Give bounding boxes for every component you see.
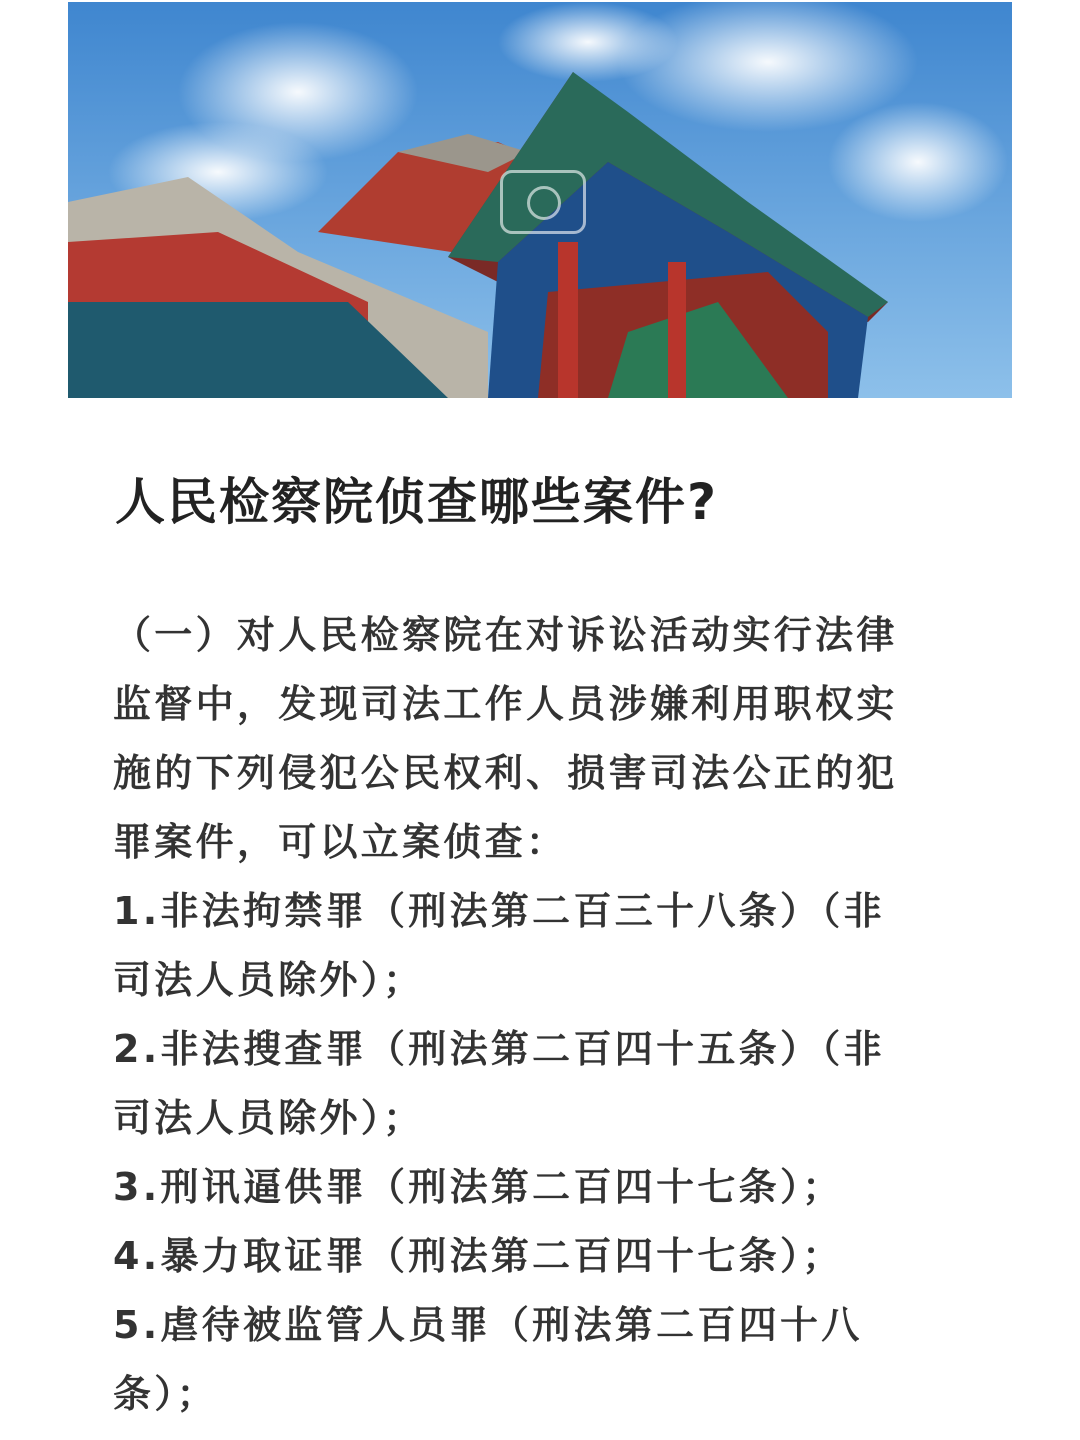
text-line: （一）对人民检察院在对诉讼活动实行法律	[113, 613, 898, 657]
text-line: 司法人员除外）；	[113, 1096, 425, 1140]
text-line: 1.非法拘禁罪（刑法第二百三十八条）（非	[113, 889, 885, 933]
camera-watermark-icon	[500, 170, 586, 234]
list-item	[113, 1020, 993, 1158]
text-line: 2.非法搜查罪（刑法第二百四十五条）（非	[113, 1027, 885, 1071]
list-item	[113, 1296, 993, 1434]
text-line: 监督中，发现司法工作人员涉嫌利用职权实	[113, 682, 898, 726]
header-photo	[68, 2, 1012, 398]
article-body	[113, 606, 993, 1434]
list-item	[113, 1227, 993, 1296]
text-line: 3.刑讯逼供罪（刑法第二百四十七条）；	[113, 1165, 844, 1209]
text-line: 施的下列侵犯公民权利、损害司法公正的犯	[113, 751, 898, 795]
text-line: 5.虐待被监管人员罪（刑法第二百四十八	[113, 1303, 863, 1347]
list-item	[113, 1158, 993, 1227]
list-item	[113, 882, 993, 1020]
intro-paragraph	[113, 606, 993, 882]
page-title: 人民检察院侦查哪些案件?	[115, 473, 719, 531]
text-line: 条）；	[113, 1372, 218, 1416]
text-line: 罪案件，可以立案侦查：	[113, 820, 568, 864]
text-line: 司法人员除外）；	[113, 958, 425, 1002]
text-line: 4.暴力取证罪（刑法第二百四十七条）；	[113, 1234, 844, 1278]
